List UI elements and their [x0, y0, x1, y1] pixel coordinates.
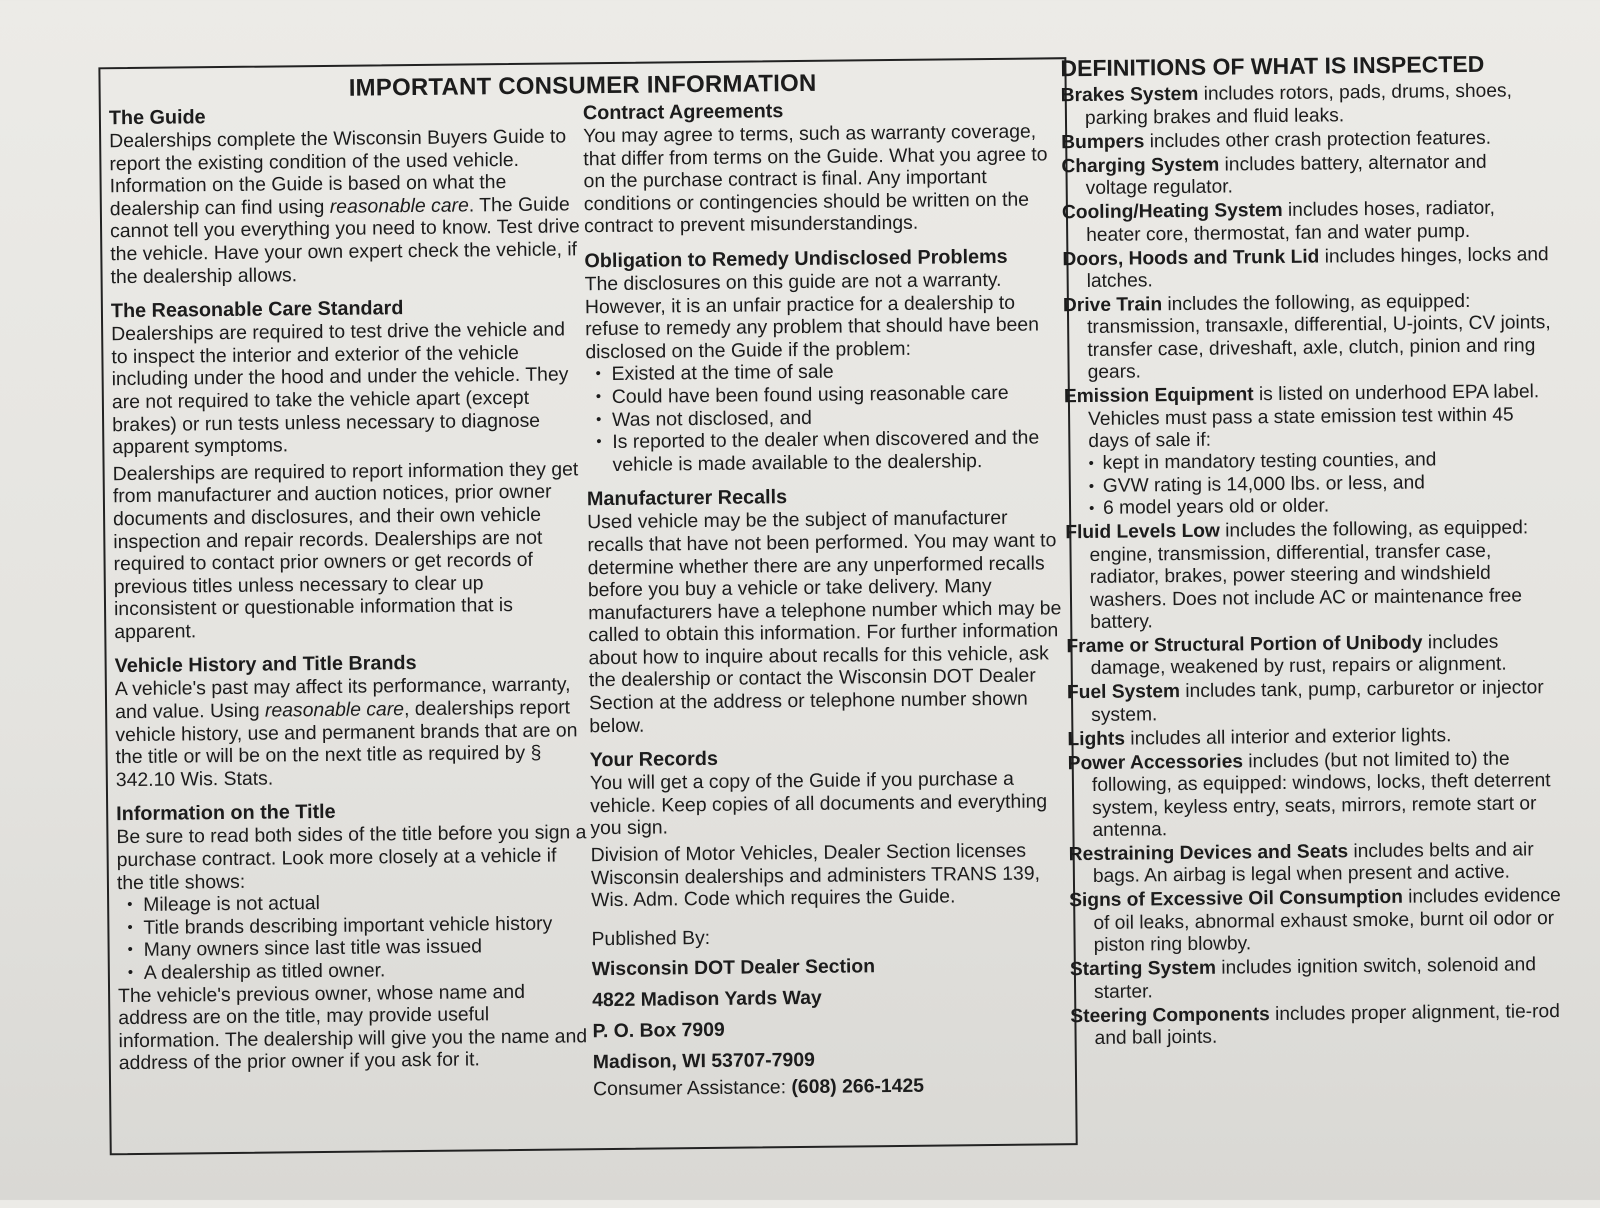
definition-term: Emission Equipment [1063, 384, 1254, 408]
definition-item [1065, 517, 1558, 634]
definition-item [1068, 748, 1561, 843]
section-heading: The Reasonable Care Standard [110, 297, 404, 323]
section-heading: The Guide [108, 106, 206, 130]
list-item: • Was not disclosed, and [594, 404, 1064, 432]
section-text: The vehicle's previous owner, whose name and address are on the title, may provide useful information. The dealership will give you the name and address of the prior owner if you ask for it. [117, 980, 588, 1075]
text-run: A vehicle's past may affect its performance, warranty, and value. Using [114, 673, 571, 724]
section-heading: Contract Agreements [582, 100, 784, 125]
section-text: Division of Motor Vehicles, Dealer Section licenses Wisconsin dealerships and administers TRANS 139, Wis. Adm. Code which requires the Guide. [590, 839, 1041, 912]
section-heading: Your Records [589, 748, 719, 772]
definition-item [1063, 290, 1556, 385]
consumer-assistance [593, 1073, 1071, 1101]
publisher-street: 4822 Madison Yards Way [592, 986, 822, 1012]
published-by-label: Published By: [591, 926, 711, 951]
section-recalls [587, 484, 1068, 738]
definition-term: Restraining Devices and Seats [1068, 841, 1349, 866]
section-obligation [584, 245, 1064, 476]
list-item: • Many owners since last title was issued [126, 935, 588, 962]
section-contract [583, 97, 1062, 238]
list-item: • Title brands describing important vehicle history [125, 912, 587, 939]
definition-term: Brakes System [1060, 84, 1199, 107]
section-heading: Manufacturer Recalls [586, 486, 788, 511]
section-reasonable-care [111, 295, 585, 643]
section-heading: Obligation to Remedy Undisclosed Problems [584, 245, 1008, 273]
bullet-list [1088, 449, 1557, 521]
definition-text: includes the following, as equipped: transmission, transaxle, differential, U-joints, CV joints, transfer case, driveshaft, axle, clutch, pinion and ring gears. [1087, 290, 1551, 384]
section-text [115, 674, 586, 792]
section-text: Dealerships are required to report information they get from manufacturer and auction notices, prior owner documents and disclosures, and their own vehicle inspection and repair records. Dealerships are not required to contact prior owners or get records of previous titles unless necessary to clear up inconsistent or questionable information that is apparent. [112, 458, 579, 644]
definition-text: includes the following, as equipped: engine, transmission, differential, transfer case, radiator, brakes, power steering and windshield washers. Does not include AC or maintenance free battery. [1089, 517, 1529, 633]
definition-text: includes battery, alternator and voltage regulator. [1085, 151, 1487, 200]
text-run: Dealerships complete the Wisconsin Buyers Guide to report the existing condition of the used vehicle. Information on the Guide is based on what the dealership can find using [109, 125, 567, 220]
section-text: Be sure to read both sides of the title before you sign a purchase contract. Look more closely at a vehicle if the title shows: [116, 821, 587, 894]
definition-text: includes belts and air bags. An airbag is legal when present and active. [1092, 839, 1534, 888]
section-heading: Vehicle History and Title Brands [114, 652, 417, 678]
definition-item [1069, 885, 1562, 957]
definition-term: Doors, Hoods and Trunk Lid [1062, 246, 1320, 270]
definition-term: Fuel System [1066, 681, 1181, 704]
publisher-block [591, 919, 1071, 1101]
definition-item [1064, 381, 1557, 521]
list-item: • kept in mandatory testing counties, and [1088, 449, 1556, 476]
definition-item [1067, 724, 1559, 752]
definition-text: includes all interior and exterior lights. [1124, 724, 1452, 750]
definition-term: Drive Train [1062, 294, 1163, 317]
definition-text: includes other crash protection features. [1144, 127, 1492, 153]
list-item: • Is reported to the dealer when discovered and the vehicle is made available to the dealership. [594, 426, 1064, 476]
main-title: IMPORTANT CONSUMER INFORMATION [348, 69, 817, 102]
section-text: Used vehicle may be the subject of manufacturer recalls that have not been performed. You may want to determine whether there are any unperformed recalls before you buy a vehicle or take delivery. Many manufacturers have a telephone number which may be called to obtain this information. For further information about how to inquire about recalls for this vehicle, ask the dealership or contact the Wisconsin DOT Dealer Section at the address or telephone number shown below. [587, 507, 1062, 737]
publisher-name: Wisconsin DOT Dealer Section [591, 955, 876, 981]
section-text: You may agree to terms, such as warranty coverage, that differ from terms on the Guide. What you agree to on the purchase contract is final. Any important conditions or contingencies should be written on the contract to prevent misunderstandings. [583, 120, 1048, 238]
definition-term: Frame or Structural Portion of Unibody [1066, 632, 1423, 658]
section-text: The disclosures on this guide are not a warranty. However, it is an unfair practice for a dealership to refuse to remedy any problem that should have been disclosed on the Guide if the problem: [584, 268, 1040, 363]
definition-text: includes damage, weakened by rust, repairs or alignment. [1090, 631, 1507, 680]
list-item: • Mileage is not actual [125, 889, 587, 916]
definition-item [1070, 1001, 1562, 1051]
list-item: • 6 model years old or older. [1089, 493, 1557, 520]
definition-item [1061, 80, 1553, 130]
definition-term: Bumpers [1061, 131, 1145, 154]
definition-item [1067, 677, 1559, 727]
publisher-city: Madison, WI 53707-7909 [592, 1048, 815, 1074]
definitions-heading: DEFINITIONS OF WHAT IS INSPECTED [1060, 50, 1485, 82]
section-records [590, 744, 1070, 912]
definition-item [1069, 839, 1561, 889]
emphasis-text: reasonable care [329, 194, 469, 218]
definition-item [1070, 954, 1562, 1004]
list-item: • Existed at the time of sale [594, 359, 1064, 387]
list-item: • Could have been found using reasonable care [594, 381, 1064, 409]
definition-text: includes hinges, locks and latches. [1086, 243, 1549, 293]
definitions-column [1060, 52, 1562, 1052]
definition-text: includes rotors, pads, drums, shoes, parking brakes and fluid leaks. [1084, 80, 1512, 129]
definition-item [1062, 197, 1554, 247]
left-column [109, 102, 589, 1087]
publisher-po-box: P. O. Box 7909 [592, 1018, 725, 1043]
assistance-label: Consumer Assistance: [592, 1075, 792, 1101]
definition-item [1061, 127, 1553, 155]
definition-term: Steering Components [1070, 1003, 1270, 1027]
definition-term: Starting System [1069, 957, 1217, 981]
list-item: • A dealership as titled owner. [126, 957, 588, 984]
definition-text: includes ignition switch, solenoid and starter. [1094, 954, 1537, 1003]
section-text: You will get a copy of the Guide if you purchase a vehicle. Keep copies of all documents and everything you sign. [589, 768, 1048, 840]
definition-text: includes hoses, radiator, heater core, thermostat, fan and water pump. [1086, 197, 1496, 246]
middle-column [583, 97, 1071, 1100]
definition-text: includes tank, pump, carburetor or injector system. [1091, 677, 1544, 726]
list-item: • GVW rating is 14,000 lbs. or less, and [1089, 471, 1557, 498]
consumer-info-box [98, 57, 1077, 1155]
emphasis-text: reasonable care [264, 698, 405, 722]
definition-text: includes proper alignment, tie-rod and ball joints. [1094, 1000, 1560, 1049]
definition-item [1062, 244, 1554, 294]
text-run: , dealerships report vehicle history, use and permanent brands that are on the title or will be on the next title as required by § 342.10 Wis. Stats. [115, 696, 578, 792]
bullet-list [586, 359, 1065, 477]
definition-term: Fluid Levels Low [1065, 520, 1221, 544]
definition-text: includes evidence of oil leaks, abnormal exhaust smoke, burnt oil odor or piston ring blowby. [1093, 885, 1561, 957]
assistance-phone: (608) 266-1425 [791, 1074, 925, 1098]
definition-text: includes (but not limited to) the following, as equipped: windows, locks, theft deterrent system, keyless entry, seats, mirrors, remote start or antenna. [1091, 748, 1551, 841]
definition-text: is listed on underhood EPA label. Vehicles must pass a state emission test within 45 days of sale if: [1088, 381, 1540, 453]
section-vehicle-history [115, 651, 586, 792]
definition-item [1061, 151, 1553, 201]
bullet-list [117, 889, 588, 984]
section-text: Dealerships are required to test drive the vehicle and to inspect the interior and exterior of the vehicle including under the hood and under the vehicle. They are not required to take the vehicle apart (except brakes) or run tests unless necessary to diagnose apparent symptoms. [111, 318, 569, 459]
section-text [109, 125, 581, 288]
definition-term: Charging System [1061, 154, 1220, 178]
definition-term: Cooling/Heating System [1061, 200, 1283, 224]
section-title-info [116, 799, 589, 1075]
definition-item [1066, 631, 1558, 681]
section-heading: Information on the Title [116, 801, 336, 826]
section-the-guide [109, 102, 581, 288]
definition-term: Lights [1067, 728, 1126, 750]
text-run: . The Guide cannot tell you everything you need to know. Test drive the vehicle. Have your own expert check the vehicle, if the dealership allows. [109, 193, 580, 288]
definition-term: Signs of Excessive Oil Consumption [1069, 887, 1403, 912]
definition-term: Power Accessories [1067, 751, 1244, 774]
